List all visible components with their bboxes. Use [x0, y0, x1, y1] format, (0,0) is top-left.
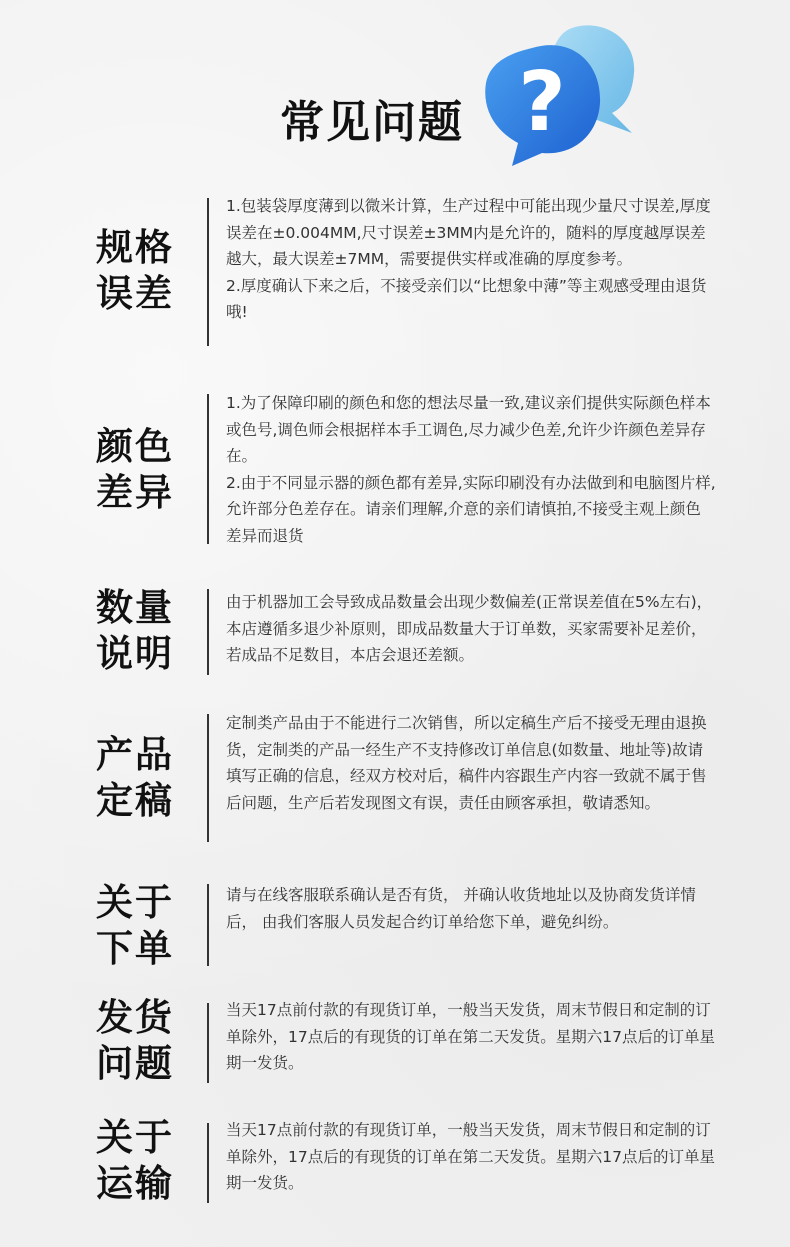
section-body	[226, 589, 716, 669]
paragraph: 1.包装袋厚度薄到以微米计算，生产过程中可能出现少量尺寸误差,厚度误差在±0.004MM,尺寸误差±3MM内是允许的，随料的厚度越厚误差越大，最大误差±7MM，需要提供实样或准确的厚度参考。	[226, 197, 711, 268]
paragraph: 定制类产品由于不能进行二次销售，所以定稿生产后不接受无理由退换货，定制类的产品一经生产不支持修改订单信息(如数量、地址等)故请填写正确的信息，经双方校对后，稿件内容跟生产内容一致就不属于售后问题，生产后若发现图文有误，责任由顾客承担，敬请悉知。	[226, 714, 707, 812]
title-line-2: 差异	[96, 471, 174, 514]
title-line-2: 问题	[96, 1042, 174, 1085]
title-line-1: 颜色	[96, 425, 174, 468]
faq-section-ordering	[0, 880, 790, 975]
section-body	[226, 997, 716, 1077]
page-header	[0, 0, 790, 180]
divider	[207, 198, 209, 346]
section-title	[96, 225, 186, 317]
divider	[207, 1123, 209, 1203]
faq-section-shipping	[0, 995, 790, 1090]
title-line-1: 发货	[96, 996, 174, 1039]
paragraph: 请与在线客服联系确认是否有货， 并确认收货地址以及协商发货详情后， 由我们客服人员发起合约订单给您下单，避免纠纷。	[226, 886, 696, 931]
section-title	[96, 732, 186, 824]
faq-section-color-difference	[0, 390, 790, 550]
title-line-2: 运输	[96, 1162, 174, 1205]
title-line-1: 数量	[96, 586, 174, 629]
page-title: 常见问题	[280, 97, 464, 148]
title-line-2: 误差	[96, 272, 174, 315]
section-body	[226, 710, 716, 816]
faq-section-transport	[0, 1115, 790, 1210]
section-title	[96, 880, 186, 972]
divider	[207, 884, 209, 966]
divider	[207, 394, 209, 544]
title-line-1: 产品	[96, 733, 174, 776]
section-title	[96, 1115, 186, 1207]
title-line-2: 下单	[96, 927, 174, 970]
title-line-1: 关于	[96, 881, 174, 924]
faq-section-spec-error	[0, 190, 790, 350]
paragraph: 当天17点前付款的有现货订单，一般当天发货，周末节假日和定制的订单除外，17点后的有现货的订单在第二天发货。星期六17点后的订单星期一发货。	[226, 1121, 715, 1192]
title-line-1: 规格	[96, 226, 174, 269]
divider	[207, 1003, 209, 1083]
faq-section-quantity	[0, 585, 790, 680]
svg-text:?: ?	[518, 55, 566, 150]
section-title	[96, 585, 186, 677]
paragraph: 当天17点前付款的有现货订单，一般当天发货，周末节假日和定制的订单除外，17点后的有现货的订单在第二天发货。星期六17点后的订单星期一发货。	[226, 1001, 715, 1072]
divider	[207, 589, 209, 675]
title-line-2: 定稿	[96, 779, 174, 822]
section-title	[96, 995, 186, 1087]
section-body	[226, 390, 716, 549]
section-body	[226, 193, 716, 326]
question-bubble-icon	[472, 18, 642, 168]
section-title	[96, 424, 186, 516]
paragraph: 由于机器加工会导致成品数量会出现少数偏差(正常误差值在5%左右)，本店遵循多退少补原则，即成品数量大于订单数，买家需要补足差价，若成品不足数目，本店会退还差额。	[226, 593, 713, 664]
paragraph: 1.为了保障印刷的颜色和您的想法尽量一致,建议亲们提供实际颜色样本或色号,调色师会根据样本手工调色,尽力减少色差,允许少许颜色差异存在。	[226, 394, 711, 465]
paragraph: 2.厚度确认下来之后，不接受亲们以“比想象中薄”等主观感受理由退货哦!	[226, 276, 707, 321]
paragraph: 2.由于不同显示器的颜色都有差异,实际印刷没有办法做到和电脑图片样,允许部分色差存在。请亲们理解,介意的亲们请慎拍,不接受主观上颜色差异而退货	[226, 473, 716, 545]
divider	[207, 714, 209, 842]
title-line-1: 关于	[96, 1116, 174, 1159]
section-body	[226, 882, 716, 935]
section-body	[226, 1117, 716, 1197]
title-line-2: 说明	[96, 632, 174, 675]
faq-section-final-draft	[0, 710, 790, 845]
